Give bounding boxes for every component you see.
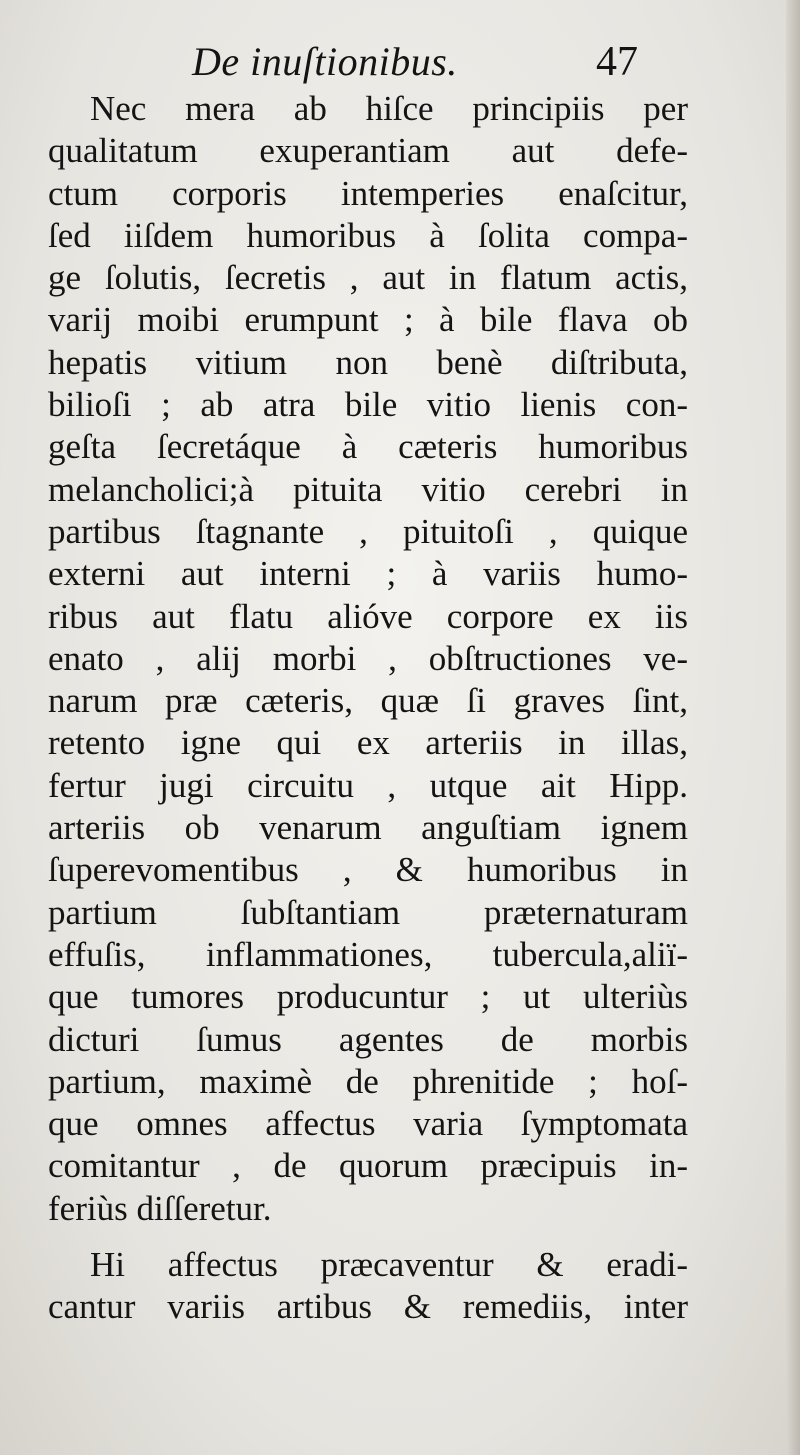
text-line: melancholici;à pituita vitio cerebri in [48,469,688,509]
text-line: dicturi ſumus agentes de morbis [48,1019,688,1059]
text-line: partibus ſtagnante , pituitoſi , quique [48,511,688,551]
text-line: geſta ſecretáque à cæteris humoribus [48,427,688,467]
text-line: externi aut interni ; à variis humo- [48,554,688,594]
paragraph-2 [48,1244,688,1329]
running-head-title: De inuſtionibus. [192,39,458,84]
paragraph-1 [48,88,688,1230]
text-line: cantur variis artibus & remediis, inter [48,1287,688,1327]
text-line: retento igne qui ex arteriis in illas, [48,723,688,763]
text-line: bilioſi ; ab atra bile vitio lienis con- [48,385,688,425]
text-line: hepatis vitium non benè diſtributa, [48,342,688,382]
text-line: fertur jugi circuitu , utque ait Hipp. [48,765,688,805]
text-line: Hi affectus præcaventur & eradi- [90,1245,688,1285]
text-line: partium, maximè de phrenitide ; hoſ- [48,1061,688,1101]
text-line: narum præ cæteris, quæ ſi graves ſint, [48,681,688,721]
text-line: que tumores producuntur ; ut ulteriùs [48,977,688,1017]
text-line: feriùs diſſeretur. [48,1188,272,1228]
page-number: 47 [596,39,638,85]
text-line: arteriis ob venarum anguſtiam ignem [48,808,688,848]
text-line: que omnes affectus varia ſymptomata [48,1104,688,1144]
text-line: Nec mera ab hiſce principiis per [90,89,688,128]
text-line: ribus aut flatu alióve corpore ex iis [48,596,688,636]
text-line: varij moibi erumpunt ; à bile flava ob [48,300,688,340]
text-line: partium ſubſtantiam præternaturam [48,892,688,932]
text-line: ſed iiſdem humoribus à ſolita compa- [48,215,688,255]
text-line: effuſis, inflammationes, tubercula,aliï- [48,934,688,974]
text-line: ctum corporis intemperies enaſcitur, [48,173,688,213]
paragraph-gap [48,1230,688,1244]
text-line: ſuperevomentibus , & humoribus in [48,850,688,890]
text-line: ge ſolutis, ſecretis , aut in flatum actis, [48,258,688,298]
text-line: qualitatum exuperantiam aut defe- [48,131,688,171]
body-text [48,88,688,1329]
page-edge-shadow [786,0,800,1455]
text-line: enato , alij morbi , obſtructiones ve- [48,638,688,678]
running-head [0,34,800,94]
text-line: comitantur , de quorum præcipuis in- [48,1146,688,1186]
